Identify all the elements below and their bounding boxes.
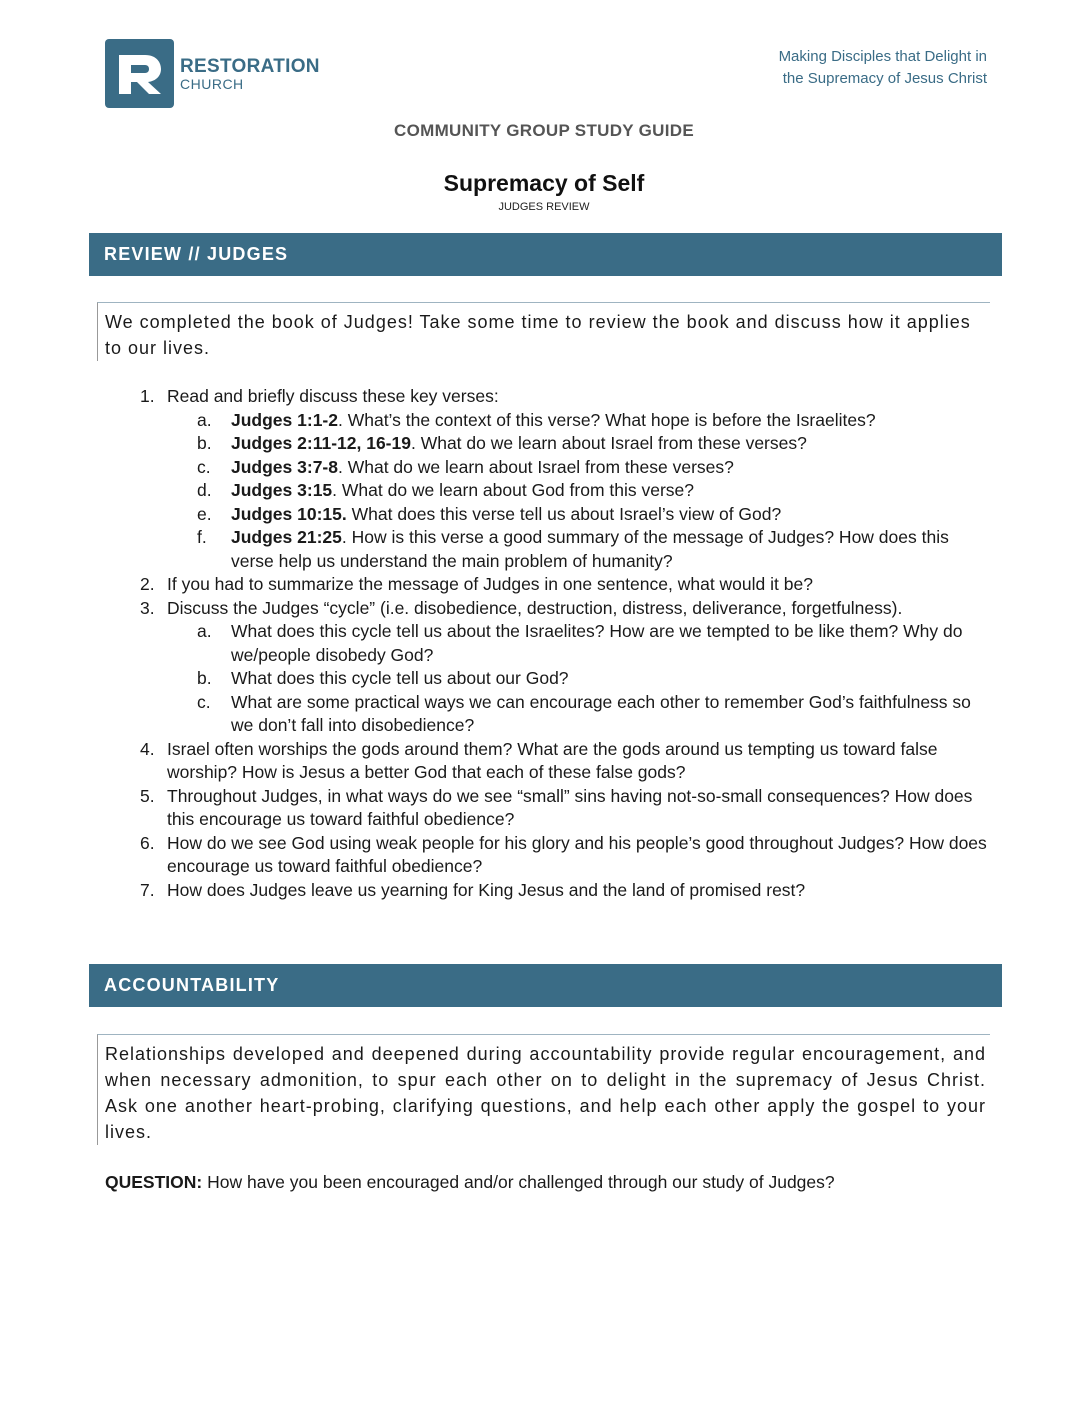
verse-ref: Judges 1:1-2 [231,409,338,430]
page-subtitle: JUDGES REVIEW [498,201,590,213]
list-subitem: a. What does this cycle tell us about the Israelites? How are we tempted to be like them? Why do we/people disobedy God? [197,621,963,665]
tagline-line-1: Making Disciples that Delight in [778,48,987,65]
list-subitem: b. What does this cycle tell us about our God? [197,668,569,688]
tagline [779,46,987,90]
verse-ref: Judges 3:7-8 [231,456,338,477]
list-item: 1. Read and briefly discuss these key verses: [140,386,499,406]
tagline-line-2: the Supremacy of Jesus Christ [782,70,987,87]
list-item: 7. How does Judges leave us yearning for King Jesus and the land of promised rest? [140,879,806,900]
logo-subname: CHURCH [180,75,244,92]
verse-ref: Judges 3:15 [231,480,333,500]
guide-title: COMMUNITY GROUP STUDY GUIDE [394,121,694,140]
list-subitem: d. Judges 3:15. What do we learn about God from this verse? [197,480,694,500]
question-list [120,385,990,902]
church-logo [105,39,320,108]
list-item: 6. How do we see God using weak people for his glory and his people’s good throughout Judges? How does encourage us toward faithful obedience? [140,832,987,876]
list-item: 2. If you had to summarize the message of Judges in one sentence, what would it be? [140,574,813,594]
review-intro: We completed the book of Judges! Take some time to review the book and discuss how it applies to our lives. [97,302,990,361]
list-subitem: c. What are some practical ways we can encourage each other to remember God’s faithfulness so we don’t fall into disobedience? [197,691,971,735]
question-label: QUESTION: [105,1172,203,1192]
list-subitem: c. Judges 3:7-8. What do we learn about Israel from these verses? [197,456,734,477]
list-subitem: b. Judges 2:11-12, 16-19. What do we learn about Israel from these verses? [197,433,807,453]
list-subitem: a. Judges 1:1-2. What’s the context of this verse? What hope is before the Israelites? [197,409,876,430]
list-item: 5. Throughout Judges, in what ways do we see “small” sins having not-so-small consequences? How does this encourage us toward faithful obedience? [140,785,973,829]
verse-ref: Judges 10:15. [231,503,347,524]
accountability-question [105,1170,835,1194]
logo-r-icon [105,39,174,108]
logo-name: RESTORATION [180,55,320,77]
accountability-section-heading: ACCOUNTABILITY [89,964,1002,1007]
accountability-intro: Relationships developed and deepened during accountability provide regular encouragement, and when necessary admonition, to spur each other on to delight in the supremacy of Jesus Christ. Ask one another heart-probing, clarifying questions, and help each other apply the gospel to your lives. [97,1034,990,1145]
verse-ref: Judges 21:25 [231,527,342,547]
list-item: 4. Israel often worships the gods around them? What are the gods around us tempting us toward false worship? How is Jesus a better God that each of these false gods? [140,738,938,782]
question-text: How have you been encouraged and/or challenged through our study of Judges? [202,1172,835,1192]
verse-ref: Judges 2:11-12, 16-19 [231,433,411,453]
list-item: 3. Discuss the Judges “cycle” (i.e. disobedience, destruction, distress, deliverance, forgetfulness). [140,597,903,618]
review-section-heading: REVIEW // JUDGES [89,233,1002,276]
list-subitem: e. Judges 10:15. What does this verse tell us about Israel’s view of God? [197,503,782,524]
page-title: Supremacy of Self [443,170,645,196]
list-subitem: f. Judges 21:25. How is this verse a good summary of the message of Judges? How does this verse help us understand the main problem of humanity? [197,527,949,571]
